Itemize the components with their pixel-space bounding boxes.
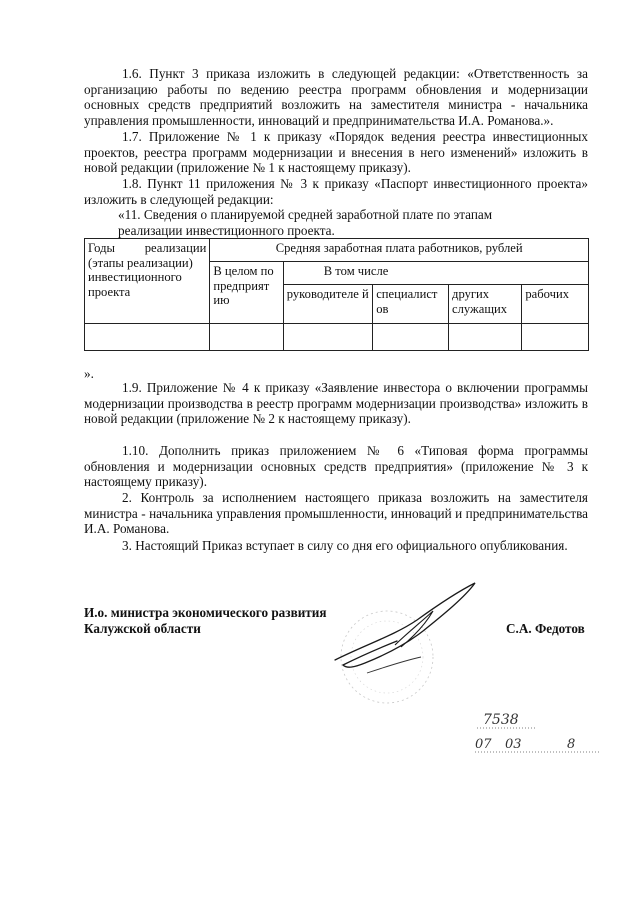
empty-cell [210, 324, 283, 351]
paragraph-1-8: 1.8. Пункт 11 приложения № 3 к приказу «Паспорт инвестиционного проекта» изложить в следующей редакции: [84, 176, 588, 207]
avg-salary-header: Средняя заработная плата работников, рублей [210, 239, 589, 262]
signatory-name: С.А. Федотов [506, 621, 585, 636]
signatory-title-line2: Калужской области [84, 621, 201, 636]
salary-table [84, 238, 589, 351]
signatory-title [84, 605, 327, 637]
paragraph-2: 2. Контроль за исполнением настоящего приказа возложить на заместителя министра - начальника управления промышленности, инноваций и предпринимательства И.А. Романова. [84, 490, 588, 537]
including-header: В том числе [283, 262, 588, 285]
stamp-tail: 8 [567, 737, 576, 752]
paragraph-1-6: 1.6. Пункт 3 приказа изложить в следующей редакции: «Ответственность за организацию работы по ведению реестра программ обновления и модернизации основных средств предприятий возложить на заместителя министра - начальника управления промышленности, инноваций и предпринимательства И.А. Романова.». [84, 66, 588, 128]
years-header-line1: Годы реализации [88, 241, 207, 255]
empty-cell [283, 324, 372, 351]
specialists-header: специалист ов [373, 285, 449, 324]
table-header-row-1 [85, 239, 589, 262]
other-employees-header: других служащих [449, 285, 522, 324]
empty-cell [373, 324, 449, 351]
paragraph-1-10: 1.10. Дополнить приказ приложением № 6 «Типовая форма программы обновления и модернизации основных средств предприятия» (приложение № 3 к настоящему приказу). [84, 443, 588, 490]
managers-header: руководителе й [283, 285, 372, 324]
table-caption [118, 207, 588, 238]
stamp-number: 7538 [483, 712, 519, 728]
closing-quote: ». [84, 366, 94, 381]
stamp-day: 07 [475, 737, 492, 752]
stamp-month: 03 [505, 737, 522, 752]
years-header-rest: (этапы реализации) инвестиционного проекта [88, 255, 193, 299]
empty-cell [85, 324, 210, 351]
paragraph-1-9: 1.9. Приложение № 4 к приказу «Заявление инвестора о включении программы модернизации производства в реестр программ модернизации производства» изложить в новой редакции (приложение № 2 к настоящему приказу). [84, 380, 588, 427]
table-empty-row [85, 324, 589, 351]
signature-image [325, 575, 485, 710]
empty-cell [449, 324, 522, 351]
paragraph-1-7: 1.7. Приложение № 1 к приказу «Порядок ведения реестра инвестиционных проектов, реестра программ модернизации и внесения в него изменений» изложить в новой редакции (приложение № 1 к настоящему приказу). [84, 129, 588, 176]
table-caption-line2: реализации инвестиционного проекта. [118, 222, 335, 238]
paragraph-3: 3. Настоящий Приказ вступает в силу со дня его официального опубликования. [122, 538, 568, 553]
signatory-title-line1: И.о. министра экономического развития [84, 605, 327, 620]
table-caption-line1: «11. Сведения о планируемой средней заработной плате по этапам [118, 207, 493, 222]
total-header: В целом по предприят ию [210, 262, 283, 324]
workers-header: рабочих [522, 285, 589, 324]
empty-cell [522, 324, 589, 351]
registration-stamp [475, 708, 615, 758]
years-header-cell [85, 239, 210, 324]
